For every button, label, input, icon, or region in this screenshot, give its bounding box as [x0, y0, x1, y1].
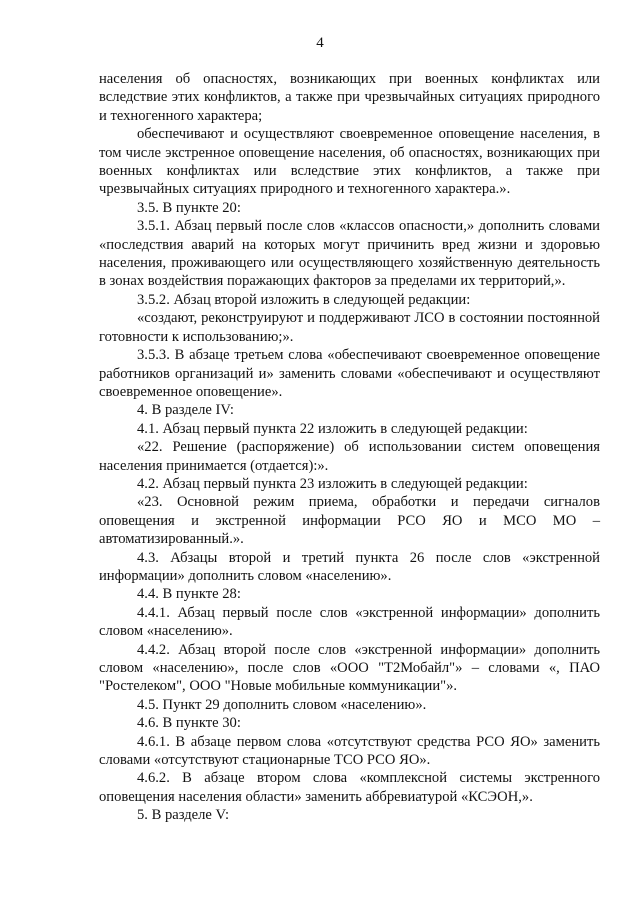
document-body — [99, 70, 600, 825]
paragraph: населения об опасностях, возникающих при военных конфликтах или вследствие этих конфликтов, а также при чрезвычайных ситуациях природного и техногенного характера; — [99, 71, 600, 124]
paragraph: 3.5.1. Абзац первый после слов «классов опасности,» дополнить словами «последствия аварий на которых могут причинить вред жизни и здоровью населения, проживающего или осуществляющего хозяйственную деятельность в зонах воздействия поражающих факторов за пределами их территорий,». — [99, 218, 600, 290]
paragraph: 4.5. Пункт 29 дополнить словом «населению». — [137, 696, 427, 713]
paragraph: 4.3. Абзацы второй и третий пункта 26 после слов «экстренной информации» дополнить словом «населению». — [99, 549, 600, 584]
paragraph: обеспечивают и осуществляют своевременное оповещение населения, в том числе экстренное оповещение населения, об опасностях, возникающих при военных конфликтах или вследствие этих конфликтов, а также при чрезвычайных ситуациях природного и техногенного характера.». — [99, 126, 600, 198]
paragraph: 3.5.2. Абзац второй изложить в следующей редакции: — [137, 291, 471, 308]
paragraph: «создают, реконструируют и поддерживают ЛСО в состоянии постоянной готовности к использованию;». — [99, 310, 600, 345]
paragraph: 4.6.1. В абзаце первом слова «отсутствуют средства РСО ЯО» заменить словами «отсутствуют стационарные ТСО РСО ЯО». — [99, 733, 600, 769]
paragraph: «23. Основной режим приема, обработки и передачи сигналов оповещения и экстренной информации РСО ЯО и МСО МО – автоматизированный.». — [99, 494, 600, 548]
paragraph: 3.5.3. В абзаце третьем слова «обеспечивают своевременное оповещение работников организаций и» заменить словами «обеспечивают и осуществляют своевременное оповещение». — [99, 347, 600, 400]
paragraph: 4.4.2. Абзац второй после слов «экстренной информации» дополнить словом «населению», после слов «ООО "Т2Мобайл"» – словами «, ПАО "Ростелеком", ООО "Новые мобильные коммуникации"». — [99, 641, 600, 695]
paragraph: 4.1. Абзац первый пункта 22 изложить в следующей редакции: — [137, 420, 528, 437]
section-heading: 3.5. В пункте 20: — [137, 199, 241, 216]
section-heading: 4.6. В пункте 30: — [137, 715, 241, 732]
section-heading: 5. В разделе V: — [137, 807, 230, 824]
paragraph: 4.2. Абзац первый пункта 23 изложить в следующей редакции: — [137, 475, 528, 492]
paragraph: «22. Решение (распоряжение) об использовании систем оповещения населения принимается (отдается):». — [99, 439, 600, 474]
paragraph: 4.4.1. Абзац первый после слов «экстренной информации» дополнить словом «населению». — [99, 604, 600, 640]
paragraph: 4.6.2. В абзаце втором слова «комплексной системы экстренного оповещения населения области» заменить аббревиатурой «КСЭОН,». — [99, 770, 600, 805]
page-number: 4 — [316, 35, 324, 51]
section-heading: 4.4. В пункте 28: — [137, 586, 241, 603]
section-heading: 4. В разделе IV: — [137, 402, 234, 419]
